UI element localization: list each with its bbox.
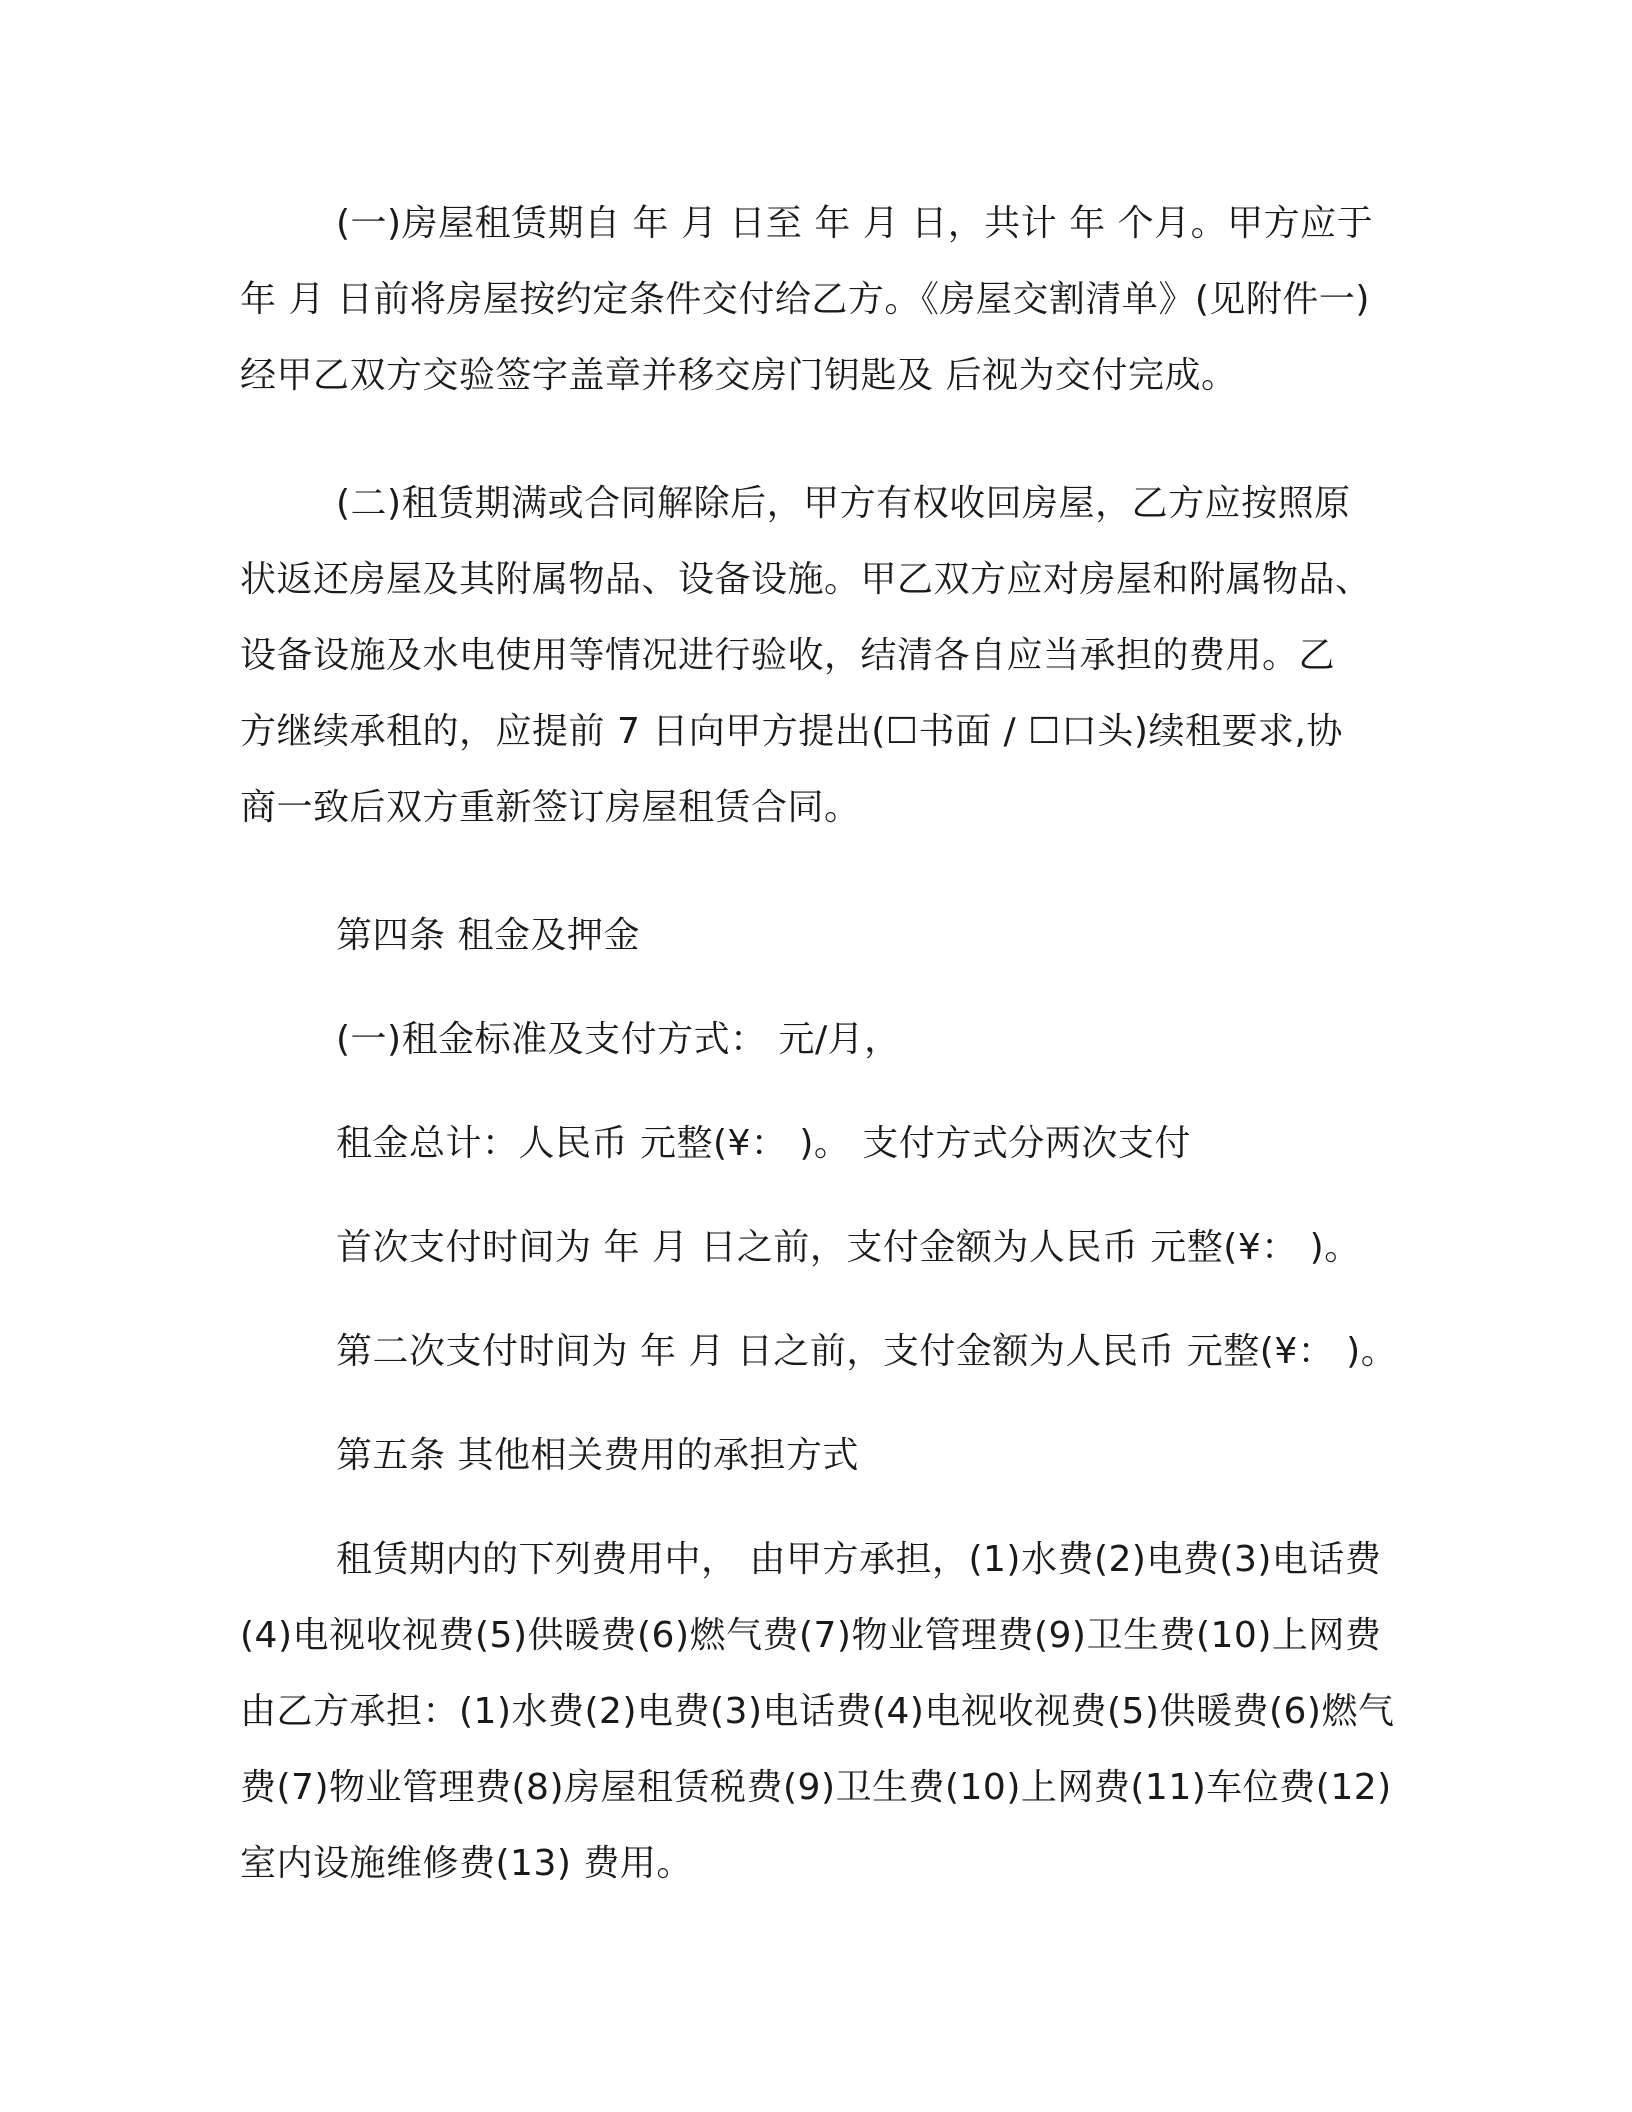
text-line: 设备设施及水电使用等情况进行验收，结清各自应当承担的费用。乙 xyxy=(240,635,1336,676)
clause-3-1-paragraph xyxy=(240,186,1400,414)
text-line: (4)电视收视费(5)供暖费(6)燃气费(7)物业管理费(9)卫生费(10)上网费 xyxy=(240,1615,1382,1656)
text-line: 由乙方承担：(1)水费(2)电费(3)电话费(4)电视收视费(5)供暖费(6)燃气 xyxy=(240,1691,1395,1732)
second-payment-paragraph xyxy=(240,1314,1400,1390)
heading-text: 第四条 租金及押金 xyxy=(336,915,640,956)
clause-4-1-paragraph xyxy=(240,1002,1400,1078)
article-5-heading xyxy=(240,1418,1400,1494)
text-line: 第二次支付时间为 年 月 日之前，支付金额为人民币 元整(¥： )。 xyxy=(336,1331,1398,1372)
article-5-body-paragraph xyxy=(240,1522,1400,1902)
text-line: 状返还房屋及其附属物品、设备设施。甲乙双方应对房屋和附属物品、 xyxy=(240,559,1372,600)
text-line: 费(7)物业管理费(8)房屋租赁税费(9)卫生费(10)上网费(11)车位费(12) xyxy=(240,1767,1392,1808)
first-payment-paragraph xyxy=(240,1210,1400,1286)
text-line: (二)租赁期满或合同解除后，甲方有权收回房屋，乙方应按照原 xyxy=(336,483,1351,524)
text-line: 室内设施维修费(13) 费用。 xyxy=(240,1843,693,1884)
text-line: 经甲乙双方交验签字盖章并移交房门钥匙及 后视为交付完成。 xyxy=(240,355,1238,396)
text-line: 租金总计：人民币 元整(¥： )。 支付方式分两次支付 xyxy=(336,1123,1191,1164)
text-line: (一)房屋租赁期自 年 月 日至 年 月 日，共计 年 个月。甲方应于 xyxy=(336,203,1374,244)
rent-total-paragraph xyxy=(240,1106,1400,1182)
text-line: 年 月 日前将房屋按约定条件交付给乙方。《房屋交割清单》(见附件一) xyxy=(240,279,1370,320)
document-page xyxy=(240,186,1400,1954)
heading-text: 第五条 其他相关费用的承担方式 xyxy=(336,1435,859,1476)
text-line: (一)租金标准及支付方式： 元/月， xyxy=(336,1019,901,1060)
article-4-heading xyxy=(240,898,1400,974)
text-line: 方继续承租的，应提前 7 日向甲方提出(☐书面 / ☐口头)续租要求,协 xyxy=(240,711,1343,752)
text-line: 商一致后双方重新签订房屋租赁合同。 xyxy=(240,787,861,828)
text-line: 首次支付时间为 年 月 日之前，支付金额为人民币 元整(¥： )。 xyxy=(336,1227,1361,1268)
text-line: 租赁期内的下列费用中， 由甲方承担，(1)水费(2)电费(3)电话费 xyxy=(336,1539,1382,1580)
clause-3-2-paragraph xyxy=(240,466,1400,846)
